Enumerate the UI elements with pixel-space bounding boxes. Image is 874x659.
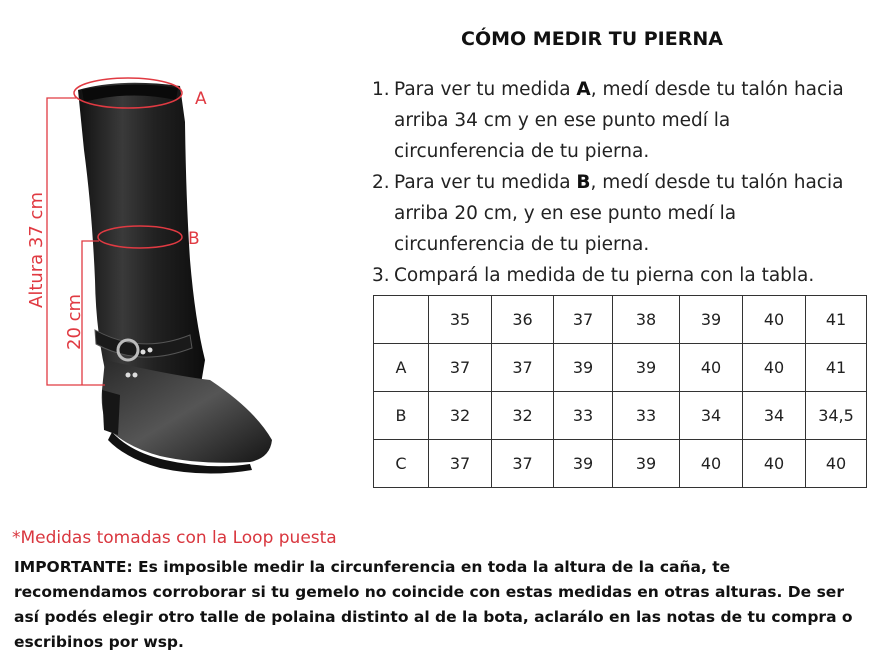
table-cell: 40 — [743, 344, 806, 392]
table-header-row — [374, 296, 867, 344]
table-cell: 37 — [492, 344, 554, 392]
table-cell: 41 — [806, 344, 867, 392]
table-cell: 39 — [613, 440, 680, 488]
instruction-step-3: 3. Compará la medida de tu pierna con la tabla. — [372, 265, 815, 286]
table-cell: 39 — [613, 344, 680, 392]
table-cell: 39 — [554, 344, 613, 392]
table-row — [374, 440, 867, 488]
height-partial-label: 20 cm — [64, 293, 85, 350]
table-cell: 39 — [554, 440, 613, 488]
table-cell: 40 — [743, 296, 806, 344]
table-cell: 37 — [554, 296, 613, 344]
table-cell: C — [374, 440, 429, 488]
table-cell: 34 — [743, 392, 806, 440]
instruction-step-2: 2. Para ver tu medida B, medí desde tu talón hacia arriba 20 cm, y en ese punto medí la circunferencia de tu pierna. — [372, 172, 844, 255]
table-cell: 40 — [680, 440, 743, 488]
table-row — [374, 344, 867, 392]
label-a: A — [195, 89, 207, 109]
size-table — [373, 295, 867, 488]
table-row — [374, 392, 867, 440]
important-notice: IMPORTANTE: Es imposible medir la circunferencia en toda la altura de la caña, te recomendamos corroborar si tu gemelo no coincide con estas medidas en otras alturas. De ser así podés elegir otro talle de polaina distinto al de la bota, aclarálo en las notas de tu compra o escribinos por wsp. — [14, 558, 853, 651]
table-cell: 38 — [613, 296, 680, 344]
table-cell: 40 — [806, 440, 867, 488]
table-cell: 33 — [554, 392, 613, 440]
table-cell: 37 — [429, 440, 492, 488]
table-cell: 39 — [680, 296, 743, 344]
height-total-label: Altura 37 cm — [26, 192, 47, 308]
table-cell: 32 — [429, 392, 492, 440]
table-cell: 40 — [680, 344, 743, 392]
table-cell: 36 — [492, 296, 554, 344]
page-title: CÓMO MEDIR TU PIERNA — [461, 28, 723, 50]
table-cell: 32 — [492, 392, 554, 440]
table-cell: 37 — [429, 344, 492, 392]
table-cell: 34 — [680, 392, 743, 440]
table-cell: 41 — [806, 296, 867, 344]
table-cell — [374, 296, 429, 344]
table-cell: 35 — [429, 296, 492, 344]
table-cell: 34,5 — [806, 392, 867, 440]
table-cell: A — [374, 344, 429, 392]
table-cell: B — [374, 392, 429, 440]
instruction-step-1: 1. Para ver tu medida A, medí desde tu talón hacia arriba 34 cm y en ese punto medí la circunferencia de tu pierna. — [372, 79, 844, 162]
boot-measurement-diagram — [0, 60, 300, 480]
label-b: B — [188, 229, 200, 249]
table-cell: 40 — [743, 440, 806, 488]
table-cell: 33 — [613, 392, 680, 440]
instruction-list — [372, 74, 852, 291]
footnote: *Medidas tomadas con la Loop puesta — [12, 528, 337, 548]
table-cell: 37 — [492, 440, 554, 488]
boot-heel — [102, 390, 120, 435]
